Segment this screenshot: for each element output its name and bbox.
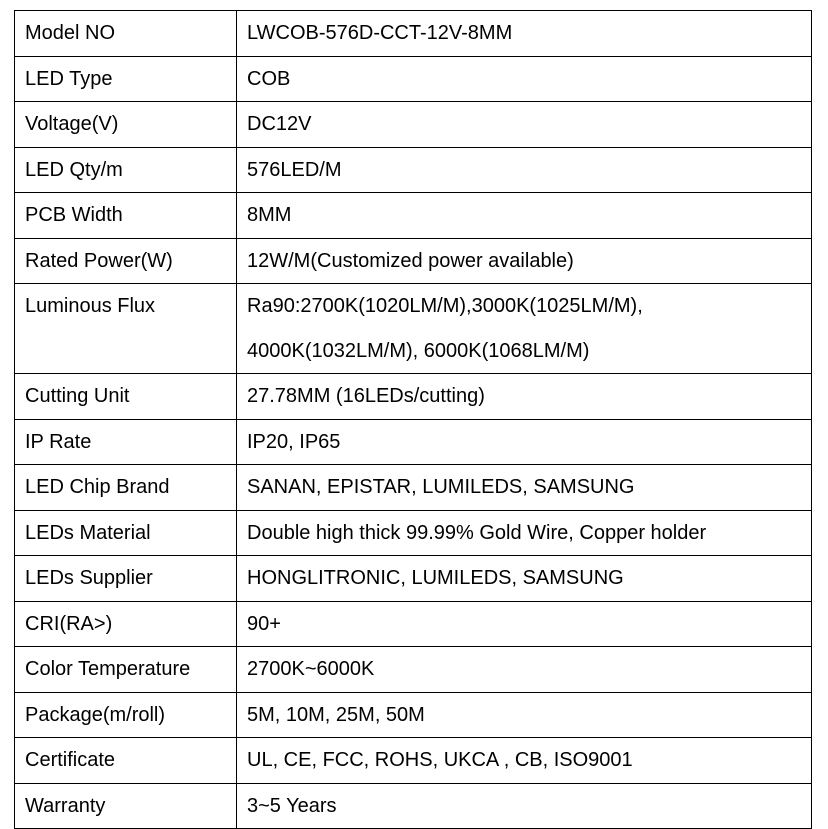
- spec-label-cell: [15, 419, 237, 465]
- spec-label: Rated Power(W): [25, 249, 173, 272]
- spec-value-cell: [237, 419, 812, 465]
- spec-value-cell: [237, 647, 812, 693]
- spec-label-cell: [15, 374, 237, 420]
- spec-value-cell: [237, 147, 812, 193]
- table-row: [15, 692, 812, 738]
- spec-value: 4000K(1032LM/M), 6000K(1068LM/M): [247, 339, 590, 362]
- spec-value-cell: [237, 692, 812, 738]
- table-row: [15, 284, 812, 374]
- spec-label-cell: [15, 147, 237, 193]
- spec-value-cell: [237, 601, 812, 647]
- spec-value: DC12V: [247, 113, 312, 135]
- spec-table: [14, 10, 812, 829]
- spec-label: Model NO: [25, 22, 116, 45]
- spec-label-cell: [15, 56, 237, 102]
- spec-value-cell: [237, 238, 812, 284]
- spec-label: Package(m/roll): [25, 703, 166, 726]
- spec-label: CRI(RA>): [25, 612, 113, 635]
- spec-label: LED Chip Brand: [25, 476, 170, 499]
- table-row: [15, 419, 812, 465]
- spec-value-cell: [237, 284, 812, 374]
- spec-label: Warranty: [25, 794, 106, 817]
- spec-value-cell: [237, 374, 812, 420]
- table-row: [15, 647, 812, 693]
- spec-value: Ra90:2700K(1020LM/M),3000K(1025LM/M),: [247, 295, 643, 317]
- spec-label-cell: [15, 465, 237, 511]
- table-row: [15, 601, 812, 647]
- spec-value: SANAN, EPISTAR, LUMILEDS, SAMSUNG: [247, 476, 635, 498]
- table-row: [15, 374, 812, 420]
- table-row: [15, 783, 812, 829]
- spec-table-body: [15, 11, 812, 829]
- spec-value-cell: [237, 193, 812, 239]
- spec-label-cell: [15, 647, 237, 693]
- spec-label-cell: [15, 601, 237, 647]
- spec-label-cell: [15, 783, 237, 829]
- table-row: [15, 465, 812, 511]
- spec-label-cell: [15, 738, 237, 784]
- spec-value: HONGLITRONIC, LUMILEDS, SAMSUNG: [247, 567, 624, 589]
- spec-value-cell: [237, 102, 812, 148]
- table-row: [15, 556, 812, 602]
- spec-value: COB: [247, 67, 291, 90]
- spec-value-cell: [237, 556, 812, 602]
- spec-value: 2700K~6000K: [247, 658, 375, 680]
- spec-label: Certificate: [25, 749, 116, 772]
- spec-value: IP20, IP65: [247, 430, 341, 453]
- spec-value-cell: [237, 783, 812, 829]
- table-row: [15, 738, 812, 784]
- spec-label: LEDs Supplier: [25, 567, 153, 590]
- table-row: [15, 102, 812, 148]
- table-row: [15, 510, 812, 556]
- spec-value: UL, CE, FCC, ROHS, UKCA , CB, ISO9001: [247, 749, 633, 771]
- spec-value: 12W/M(Customized power available): [247, 249, 574, 272]
- spec-value: 3~5 Years: [247, 794, 337, 817]
- spec-value-cell: [237, 56, 812, 102]
- spec-value: 27.78MM (16LEDs/cutting): [247, 385, 485, 407]
- spec-value: 8MM: [247, 204, 292, 226]
- spec-label-cell: [15, 238, 237, 284]
- spec-value: 576LED/M: [247, 158, 342, 181]
- spec-value-cell: [237, 465, 812, 511]
- spec-label-cell: [15, 510, 237, 556]
- spec-label: LEDs Material: [25, 521, 151, 544]
- spec-label-cell: [15, 193, 237, 239]
- spec-label: Luminous Flux: [25, 295, 156, 317]
- spec-value-cell: [237, 510, 812, 556]
- table-row: [15, 238, 812, 284]
- spec-label-cell: [15, 11, 237, 57]
- table-row: [15, 147, 812, 193]
- spec-label-cell: [15, 556, 237, 602]
- spec-value-cell: [237, 738, 812, 784]
- spec-label: PCB Width: [25, 204, 123, 227]
- spec-label-cell: [15, 692, 237, 738]
- spec-label: Color Temperature: [25, 658, 191, 681]
- spec-label: LED Qty/m: [25, 158, 123, 181]
- spec-value-cell: [237, 11, 812, 57]
- table-row: [15, 56, 812, 102]
- spec-value: Double high thick 99.99% Gold Wire, Copper holder: [247, 521, 707, 544]
- spec-label: Voltage(V): [25, 113, 119, 136]
- spec-value: 90+: [247, 612, 281, 635]
- spec-label-cell: [15, 284, 237, 374]
- spec-value: LWCOB-576D-CCT-12V-8MM: [247, 22, 513, 44]
- table-row: [15, 11, 812, 57]
- spec-label-cell: [15, 102, 237, 148]
- spec-value: 5M, 10M, 25M, 50M: [247, 703, 425, 726]
- spec-label: LED Type: [25, 67, 113, 90]
- spec-label: IP Rate: [25, 430, 92, 453]
- table-row: [15, 193, 812, 239]
- spec-label: Cutting Unit: [25, 385, 130, 408]
